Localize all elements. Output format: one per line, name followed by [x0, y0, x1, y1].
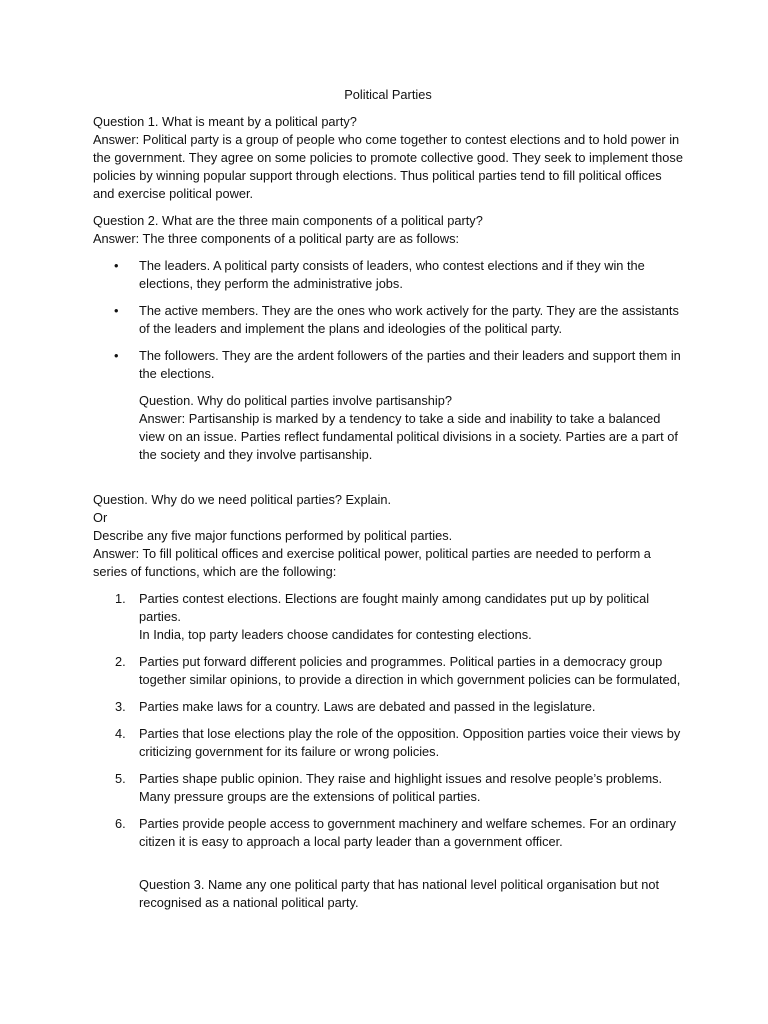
or-text: Or [93, 510, 108, 525]
question-1: Question 1. What is meant by a political party? [93, 114, 357, 129]
list-number: 4. [115, 726, 126, 741]
list-item-text: Parties contest elections. Elections are fought mainly among candidates put up by political parties. [139, 591, 650, 624]
partisanship-block [93, 392, 683, 464]
list-number: 1. [115, 591, 126, 606]
question-3: Question 3. Name any one political party that has national level political organisation but not recognised as a national political party. [139, 877, 660, 910]
question-2: Question 2. What are the three main components of a political party? [93, 213, 483, 228]
bullet-marker: • [114, 258, 119, 273]
list-item-text: The active members. They are the ones who work actively for the party. They are the assistants of the leaders and implement the plans and ideologies of the political party. [139, 303, 679, 336]
list-item-text: Parties provide people access to government machinery and welfare schemes. For an ordinary citizen it is easy to approach a local party leader than a government officer. [139, 816, 677, 849]
components-list [93, 257, 683, 383]
partisanship-question: Question. Why do political parties involve partisanship? [139, 393, 452, 408]
list-item [93, 590, 683, 644]
list-number: 2. [115, 654, 126, 669]
need-question: Question. Why do we need political parties? Explain. [93, 492, 392, 507]
question-2-block [93, 212, 683, 383]
partisanship-answer: Answer: Partisanship is marked by a tendency to take a side and inability to take a balanced view on an issue. Parties reflect fundamental political divisions in a society. Parties are a part of the society and they involve partisanship. [139, 411, 678, 462]
list-item-text: Parties that lose elections play the role of the opposition. Opposition parties voice their views by criticizing government for its failure or wrong policies. [139, 726, 681, 759]
need-answer: Answer: To fill political offices and exercise political power, political parties are needed to perform a series of functions, which are the following: [93, 546, 651, 579]
list-item [93, 725, 683, 761]
list-item [93, 770, 683, 806]
answer-1: Answer: Political party is a group of people who come together to contest elections and to hold power in the government. They agree on some policies to promote collective good. They seek to implement those policies by winning popular support through elections. Thus political parties tend to fill political offices and exercise political power. [93, 132, 683, 201]
list-item-extra: In India, top party leaders choose candidates for contesting elections. [139, 627, 532, 642]
list-number: 6. [115, 816, 126, 831]
document-title: Political Parties [344, 87, 432, 102]
answer-2: Answer: The three components of a political party are as follows: [93, 231, 460, 246]
bullet-marker: • [114, 348, 119, 363]
list-item [93, 257, 683, 293]
list-item [93, 653, 683, 689]
list-item [93, 302, 683, 338]
question-3-block [93, 876, 683, 912]
list-item-text: The leaders. A political party consists of leaders, who contest elections and if they win the elections, they perform the administrative jobs. [139, 258, 645, 291]
question-1-block [93, 113, 683, 203]
need-parties-block [93, 491, 683, 851]
list-item-text: Parties make laws for a country. Laws are debated and passed in the legislature. [139, 699, 596, 714]
list-item [93, 698, 683, 716]
list-item [93, 347, 683, 383]
functions-list [93, 590, 683, 851]
document-page [93, 86, 683, 912]
list-number: 5. [115, 771, 126, 786]
bullet-marker: • [114, 303, 119, 318]
alt-question: Describe any five major functions performed by political parties. [93, 528, 453, 543]
list-item [93, 815, 683, 851]
list-item-text: The followers. They are the ardent followers of the parties and their leaders and support them in the elections. [139, 348, 681, 381]
list-number: 3. [115, 699, 126, 714]
list-item-text: Parties shape public opinion. They raise and highlight issues and resolve people’s problems. Many pressure groups are the extensions of political parties. [139, 771, 663, 804]
list-item-text: Parties put forward different policies and programmes. Political parties in a democracy group together similar opinions, to provide a direction in which government policies can be formulated, [139, 654, 681, 687]
